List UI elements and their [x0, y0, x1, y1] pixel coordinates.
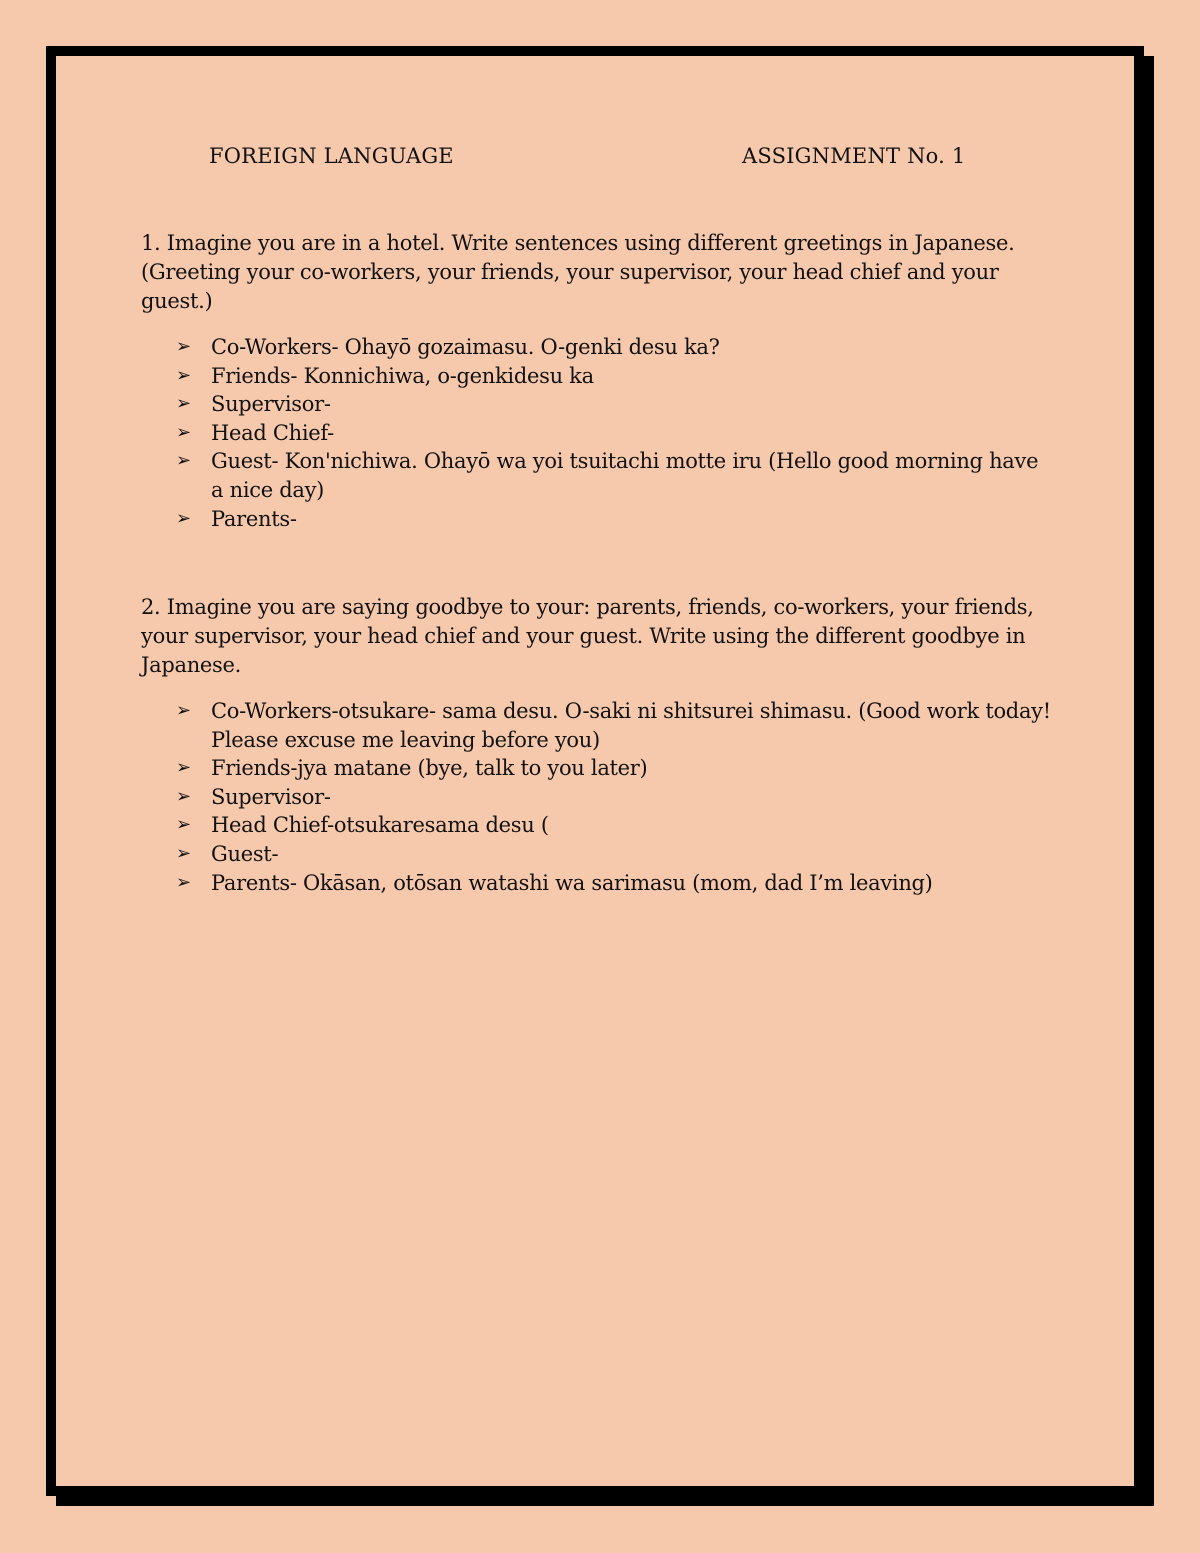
- list-item: [176, 390, 1056, 419]
- arrowhead-bullet-icon: ➢: [176, 700, 191, 721]
- arrowhead-bullet-icon: ➢: [176, 814, 191, 836]
- list-item: [176, 697, 1056, 754]
- list-item-text: Head Chief-otsukaresama desu (: [211, 813, 549, 838]
- assignment-number: ASSIGNMENT No. 1: [742, 144, 966, 168]
- list-item-text: Supervisor-: [211, 784, 331, 809]
- list-item: [176, 840, 1056, 869]
- list-item-text: Guest-: [211, 841, 279, 866]
- list-item-text: Friends- Konnichiwa, o-genkidesu ka: [211, 363, 594, 388]
- course-title: FOREIGN LANGUAGE: [209, 144, 454, 168]
- list-item: [176, 419, 1056, 448]
- list-item: [176, 362, 1056, 391]
- list-item-text: Friends-jya matane (bye, talk to you later): [211, 756, 648, 781]
- list-item: [176, 505, 1056, 534]
- list-item: [176, 783, 1056, 812]
- arrowhead-bullet-icon: ➢: [176, 364, 191, 386]
- list-item: [176, 447, 1056, 504]
- arrowhead-bullet-icon: ➢: [176, 393, 191, 415]
- list-item: [176, 811, 1056, 840]
- greetings-list: [176, 333, 1056, 533]
- list-item: [176, 754, 1056, 783]
- question-2: 2. Imagine you are saying goodbye to your: parents, friends, co-workers, your friends, your supervisor, your head chief and your guest. Write using the different goodbye in Japanese.: [141, 595, 1034, 677]
- arrowhead-bullet-icon: ➢: [176, 336, 191, 357]
- list-item-text: Parents-: [211, 506, 297, 531]
- list-item-text: Parents- Okāsan, otōsan watashi wa sarimasu (mom, dad I’m leaving): [211, 870, 933, 895]
- arrowhead-bullet-icon: ➢: [176, 842, 191, 864]
- list-item-text: Head Chief-: [211, 420, 334, 445]
- arrowhead-bullet-icon: ➢: [176, 785, 191, 807]
- list-item-text: Supervisor-: [211, 392, 331, 417]
- list-item-text: Co-Workers- Ohayō gozaimasu. O-genki desu ka?: [211, 335, 720, 359]
- question-1: 1. Imagine you are in a hotel. Write sentences using different greetings in Japanese. (Greeting your co-workers, your friends, your supervisor, your head chief and your guest.): [141, 231, 1015, 313]
- list-item: [176, 869, 1056, 898]
- arrowhead-bullet-icon: ➢: [176, 421, 191, 443]
- arrowhead-bullet-icon: ➢: [176, 757, 191, 779]
- list-item-text: Co-Workers-otsukare- sama desu. O-saki ni shitsurei shimasu. (Good work today! Please excuse me leaving before you): [211, 699, 1051, 752]
- arrowhead-bullet-icon: ➢: [176, 450, 191, 472]
- goodbyes-list: [176, 697, 1056, 897]
- list-item: [176, 333, 1056, 362]
- arrowhead-bullet-icon: ➢: [176, 871, 191, 893]
- list-item-text: Guest- Kon'nichiwa. Ohayō wa yoi tsuitachi motte iru (Hello good morning have a nice day): [211, 449, 1039, 502]
- arrowhead-bullet-icon: ➢: [176, 507, 191, 529]
